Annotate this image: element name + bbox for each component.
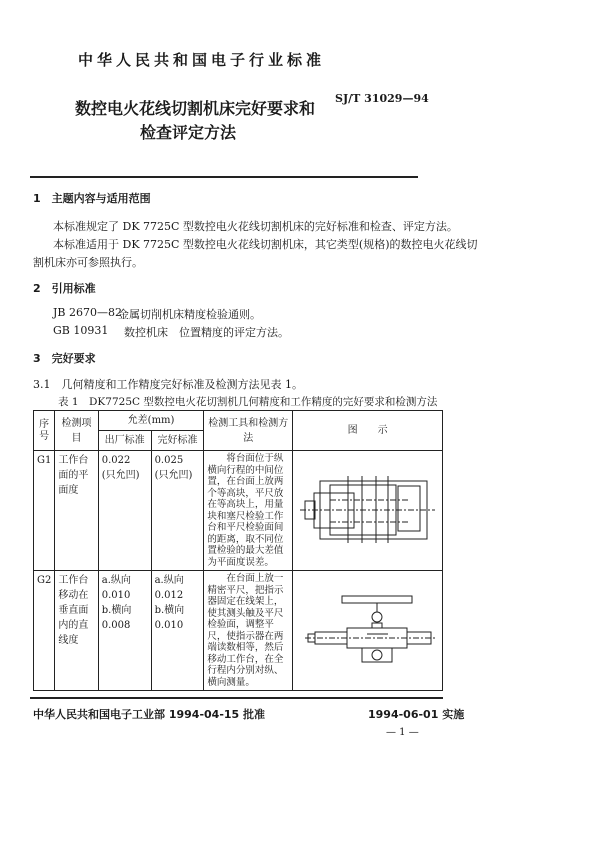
page-title-line2: 检查评定方法	[140, 123, 237, 142]
row-method: 将台面位于纵横向行程的中间位置，在台面上放两个等高块，平尺放在等高块上，用量块和塞尺检验工作台和平尺检验面间的距离，取不同位置检验的最大差值为平面度误差。	[204, 451, 293, 571]
issuing-body: 中华人民共和国电子行业标准	[78, 51, 326, 69]
row-good: a.纵向 0.012 b.横向 0.010	[151, 571, 204, 691]
row-item: 工作台面的平面度	[55, 451, 98, 571]
header-no: 序号	[34, 411, 55, 451]
flatness-figure	[293, 451, 443, 571]
approval-note: 中华人民共和国电子工业部 1994-04-15 批准	[33, 708, 266, 721]
paragraph: 割机床亦可参照执行。	[33, 256, 143, 269]
ref-code: GB 10931	[53, 324, 109, 337]
header-figure: 图 示	[293, 411, 443, 451]
header-item: 检测项目	[55, 411, 98, 451]
header-factory: 出厂标准	[98, 431, 151, 451]
flatness-diagram-icon	[300, 468, 435, 548]
straightness-figure	[293, 571, 443, 691]
row-method: 在台面上放一精密平尺，把指示器固定在线架上，使其测头触及平尺检验面，调整平尺，使指示器在两端读数相等，然后移动工作台，在全行程内分别对纵、横向测量。	[204, 571, 293, 691]
row-no: G2	[34, 571, 55, 691]
effective-date: 1994-06-01 实施	[368, 708, 465, 721]
page-number: — 1 —	[386, 727, 419, 738]
table-row	[34, 571, 443, 691]
footer-divider	[30, 697, 443, 699]
section-1-heading: 1 主题内容与适用范围	[33, 192, 151, 205]
ref-code: JB 2670—82	[53, 306, 122, 319]
standard-code: SJ/T 31029—94	[335, 92, 429, 105]
page-title: 数控电火花线切割机床完好要求和	[75, 99, 316, 118]
paragraph: 本标准适用于 DK 7725C 型数控电火花线切割机床，其它类型(规格)的数控电火花线切	[53, 238, 478, 251]
straightness-diagram-icon	[300, 588, 435, 668]
header-tolerance: 允差(mm)	[98, 411, 204, 431]
row-good: 0.025 (只允凹)	[151, 451, 204, 571]
table-caption: 表 1 DK7725C 型数控电火花切割机几何精度和工作精度的完好要求和检测方法	[58, 396, 438, 408]
clause-3-1: 3.1 几何精度和工作精度完好标准及检测方法见表 1。	[33, 378, 303, 391]
header-method: 检测工具和检测方法	[204, 411, 293, 451]
row-factory: 0.022 (只允凹)	[98, 451, 151, 571]
section-2-heading: 2 引用标准	[33, 282, 96, 295]
row-item: 工作台移动在垂直面内的直线度	[55, 571, 98, 691]
ref-name: 数控机床 位置精度的评定方法。	[124, 326, 289, 339]
header-divider	[30, 176, 418, 178]
section-3-heading: 3 完好要求	[33, 352, 96, 365]
tolerance-table	[33, 410, 443, 691]
paragraph: 本标准规定了 DK 7725C 型数控电火花线切割机床的完好标准和检查、评定方法。	[53, 220, 458, 233]
header-good: 完好标准	[151, 431, 204, 451]
row-no: G1	[34, 451, 55, 571]
table-row	[34, 451, 443, 571]
ref-name: 金属切削机床精度检验通则。	[118, 308, 261, 321]
row-factory: a.纵向 0.010 b.横向 0.008	[98, 571, 151, 691]
